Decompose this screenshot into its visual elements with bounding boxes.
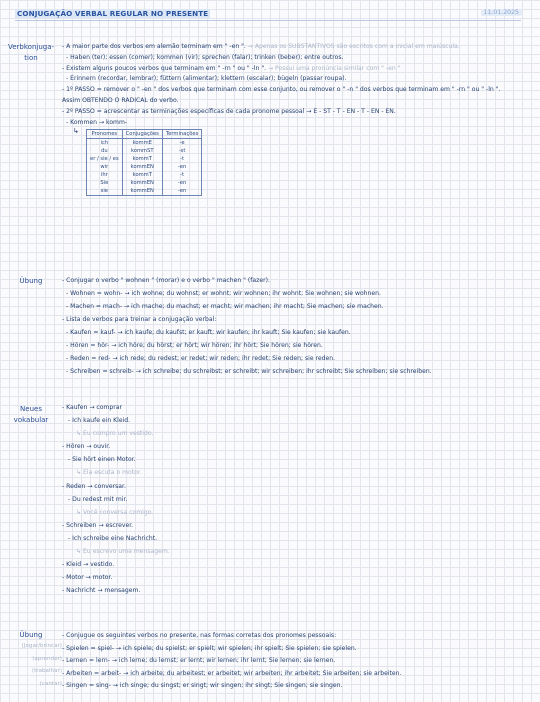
text-line bbox=[62, 587, 170, 595]
text-line-content: - Spielen = spiel- → ich spiele; du spielst; er spielt; wir spielen; ihr spielt; Sie spielen; sie spielen. bbox=[62, 644, 357, 652]
text-line bbox=[62, 316, 432, 324]
text-line-content: - Conjugue os seguintes verbos no presente, nas formas corretas dos pronomes pessoais: bbox=[62, 632, 337, 639]
text-line-content: Assim OBTENDO O RADICAL do verbo. bbox=[62, 96, 179, 104]
text-line-content: - Arbeiten = arbeit- → ich arbeite; du arbeitest; er arbeitet; wir arbeiten; ihr arbeitet; Sie arbeiten; sie arbeiten. bbox=[62, 669, 402, 677]
table-cell: -en bbox=[162, 179, 201, 187]
verb-translation-label: (Jogar/brincar) bbox=[21, 643, 62, 649]
table-row bbox=[87, 163, 202, 171]
text-line-content: - Ich schreibe eine Nachricht. bbox=[68, 534, 158, 542]
side-note: → Apenas os SUBSTANTIVOS são escritos com a inicial em maiúscula. bbox=[245, 43, 460, 50]
table-cell: -t bbox=[162, 171, 201, 179]
text-line bbox=[62, 574, 170, 582]
conjugation-table-wrap bbox=[73, 127, 500, 195]
text-line-content: ↳ Eu escrevo uma mensagem. bbox=[76, 548, 170, 556]
text-line bbox=[62, 443, 170, 451]
side-note: → Possui uma pronúncia similar com " -en " bbox=[266, 64, 401, 72]
table-row bbox=[87, 179, 202, 187]
text-line-content: - A maior parte dos verbos em alemão terminam em " -en ". bbox=[62, 43, 246, 50]
table-row bbox=[87, 147, 202, 155]
verbkonjugation-lines bbox=[62, 43, 500, 127]
text-line-content: - Kaufen = kauf- → ich kaufe; du kaufst; er kauft; wir kaufen; ihr kauft; Sie kaufen; sie kaufen. bbox=[66, 329, 351, 336]
text-line bbox=[62, 548, 170, 556]
text-line bbox=[62, 355, 432, 363]
section-ubung-2 bbox=[62, 632, 401, 695]
section-ubung-1 bbox=[62, 277, 432, 381]
text-line bbox=[62, 456, 170, 464]
table-header-cell: Terminações bbox=[162, 130, 201, 139]
text-line-content: - Erinnern (recordar, lembrar); füttern (alimentar); klettern (escalar); bügeln (passar roupa). bbox=[66, 75, 347, 83]
text-line-content: - Schreiben = schreib- → ich schreibe; du schreibst; er schreibt; wir schreiben; ihr schreibt; Sie schreiben; sie schreiben. bbox=[66, 368, 432, 375]
table-cell: -t bbox=[162, 155, 201, 163]
text-line-content: - Existem alguns poucos verbos que terminam em " -rn " ou " -ln ". bbox=[62, 64, 267, 72]
verb-translation-label: (cantar) bbox=[39, 680, 62, 687]
text-line-content: - Kaufen → comprar bbox=[62, 404, 122, 411]
header-divider bbox=[15, 20, 521, 21]
text-line-content: - Hören = hör- → ich höre; du hörst; er hört; wir hören; ihr hört; Sie hören; sie hören. bbox=[66, 342, 323, 349]
text-line-content: - Kommen → komm- bbox=[66, 118, 128, 126]
section-vokabular bbox=[62, 404, 170, 600]
text-line bbox=[62, 522, 170, 530]
text-line bbox=[62, 43, 500, 51]
text-line bbox=[62, 682, 401, 690]
table-cell: kommT bbox=[122, 155, 162, 163]
section-label-ubung-1: Übung bbox=[19, 277, 43, 285]
table-cell: ihr bbox=[87, 171, 123, 179]
text-line-content: - 2º PASSO = acrescentar as terminações específicas de cada pronome pessoal → E - ST - T - EN - T - EN - EN. bbox=[62, 107, 396, 115]
text-line bbox=[62, 303, 432, 311]
text-line bbox=[62, 417, 170, 425]
table-cell: Sie bbox=[87, 179, 123, 187]
text-line bbox=[62, 404, 170, 412]
text-line bbox=[62, 645, 401, 653]
table-cell: -en bbox=[162, 187, 201, 195]
text-line-content: - Sie hört einen Motor. bbox=[68, 456, 136, 464]
text-line bbox=[62, 535, 170, 543]
date-badge: 11.01.2025 bbox=[481, 9, 522, 16]
table-cell: du bbox=[87, 147, 123, 155]
table-header-row bbox=[87, 130, 202, 139]
table-header-cell: Pronomes bbox=[87, 130, 123, 139]
verb-translation-label: (aprender) bbox=[32, 655, 62, 662]
text-line bbox=[62, 54, 500, 62]
text-line-content: - Haben (ter); essen (comer); kommen (vir); sprechen (falar); trinken (beber); entre outros. bbox=[66, 53, 344, 61]
table-cell: kommT bbox=[122, 171, 162, 179]
text-line-content: - Kleid → vestido. bbox=[62, 561, 115, 569]
text-line bbox=[62, 65, 500, 73]
text-line-content: ↳ Você conversa comigo. bbox=[76, 508, 154, 516]
text-line-content: ↳ Eu compro um vestido. bbox=[76, 430, 154, 438]
text-line-content: - Conjugar o verbo " wohnen " (morar) e o verbo " machen " (fazer). bbox=[62, 277, 270, 284]
hook-arrow-icon: ↳ bbox=[73, 127, 79, 136]
text-line-content: - Reden = red- → ich rede; du redest; er redet; wir reden; ihr redet; Sie reden; sie reden. bbox=[66, 355, 336, 362]
text-line bbox=[62, 75, 500, 83]
table-cell: -e bbox=[162, 139, 201, 147]
text-line-content: - Schreiben → escrever. bbox=[62, 521, 134, 529]
text-line-content: - Lista de verbos para treinar a conjugação verbal: bbox=[62, 316, 217, 323]
text-line-content: - 1º PASSO = remover o " -en " dos verbos que terminam com esse conjunto, ou remover o " -n " dos verbos que terminam em " -rn " ou " -ln ". bbox=[62, 86, 501, 94]
text-line bbox=[62, 483, 170, 491]
text-line-content: - Wohnen = wohn- → ich wohne; du wohnst; er wohnt; wir wohnen; ihr wohnt; Sie wohnen; sie wohnen. bbox=[66, 290, 381, 297]
table-cell: ich bbox=[87, 139, 123, 147]
table-cell: kommEN bbox=[122, 187, 162, 195]
table-row bbox=[87, 155, 202, 163]
text-line bbox=[62, 430, 170, 438]
text-line bbox=[62, 86, 500, 94]
text-line bbox=[62, 108, 500, 116]
text-line bbox=[62, 632, 401, 640]
section-verbkonjugation bbox=[62, 43, 500, 196]
text-line bbox=[62, 509, 170, 517]
text-line bbox=[62, 496, 170, 504]
table-cell: -en bbox=[162, 163, 201, 171]
table-cell: wir bbox=[87, 163, 123, 171]
text-line bbox=[62, 670, 401, 678]
text-line bbox=[62, 469, 170, 477]
table-header-cell: Conjugações bbox=[122, 130, 162, 139]
text-line bbox=[62, 657, 401, 665]
table-cell: kommEN bbox=[122, 179, 162, 187]
text-line bbox=[62, 277, 432, 285]
section-label-verbkonjugation: Verbkonjuga- tion bbox=[8, 43, 55, 62]
table-cell: kommEN bbox=[122, 163, 162, 171]
text-line bbox=[62, 368, 432, 376]
section-label-ubung-2: Übung bbox=[19, 631, 43, 639]
text-line bbox=[62, 290, 432, 298]
page-title: CONJUGAÇÃO VERBAL REGULAR NO PRESENTE bbox=[17, 9, 209, 18]
text-line-content: - Machen = mach- → ich mache; du machst; er macht; wir machen; ihr macht; Sie machen; sie machen. bbox=[66, 303, 384, 310]
text-line bbox=[62, 561, 170, 569]
table-cell: kommST bbox=[122, 147, 162, 155]
table-cell: kommE bbox=[122, 139, 162, 147]
text-line bbox=[62, 119, 500, 127]
text-line-content: - Motor → motor. bbox=[62, 574, 113, 582]
verb-translation-label: (trabalhar) bbox=[31, 668, 62, 674]
conjugation-table bbox=[86, 129, 202, 195]
text-line-content: - Lernen = lern- → ich lerne; du lernst; er lernt; wir lernen; ihr lernt; Sie lernen; sie lernen. bbox=[62, 657, 336, 664]
text-line-content: - Hören → ouvir. bbox=[62, 443, 111, 451]
verb-translations bbox=[8, 640, 62, 690]
section-label-vokabular: Neues vokabular bbox=[13, 405, 49, 424]
text-line-content: - Du redest mit mir. bbox=[68, 495, 128, 503]
text-line-content: - Nachricht → mensagem. bbox=[62, 587, 141, 595]
text-line-content: - Reden → conversar. bbox=[62, 482, 126, 490]
text-line bbox=[62, 329, 432, 337]
text-line bbox=[62, 97, 500, 105]
table-cell: er / sie / es bbox=[87, 155, 123, 163]
table-row bbox=[87, 171, 202, 179]
text-line-content: ↳ Ela escuta o motor. bbox=[76, 469, 142, 477]
text-line-content: - Ich kaufe ein Kleid. bbox=[68, 417, 131, 425]
table-cell: sie bbox=[87, 187, 123, 195]
text-line bbox=[62, 342, 432, 350]
table-row bbox=[87, 187, 202, 195]
table-cell: -st bbox=[162, 147, 201, 155]
text-line-content: - Singen = sing- → ich singe; du singst; er singt; wir singen; ihr singt; Sie singen; sie singen. bbox=[62, 682, 343, 689]
table-row bbox=[87, 139, 202, 147]
